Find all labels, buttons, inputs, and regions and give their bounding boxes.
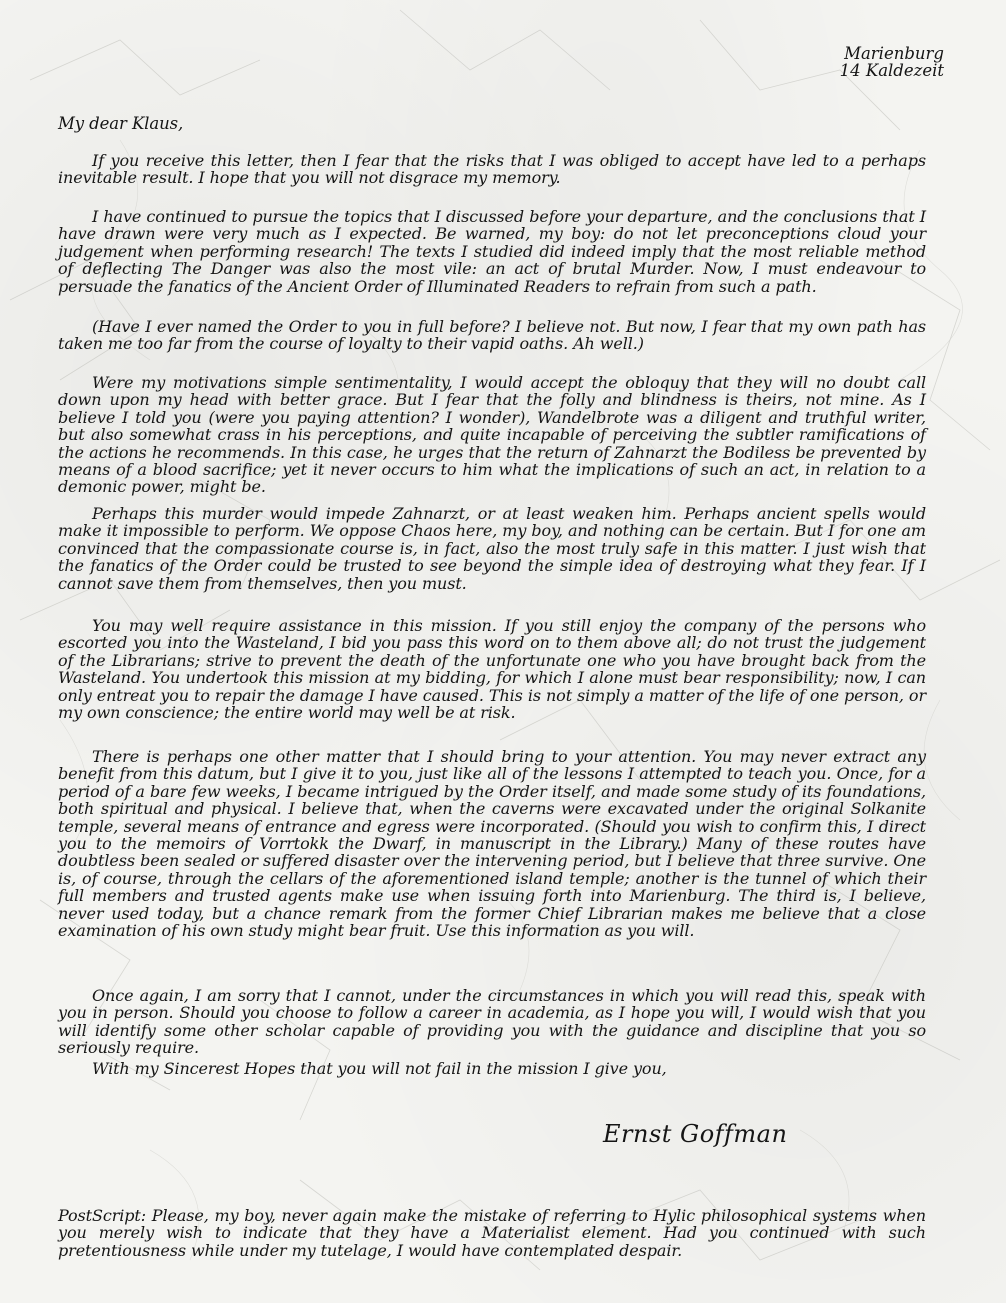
- paragraph-3: (Have I ever named the Order to you in full before? I believe not. But now, I fear that my own path has taken me too far from the course of loyalty to their vapid oaths. Ah well.): [58, 317, 926, 354]
- paragraph-5: Perhaps this murder would impede Zahnarzt, or at least weaken him. Perhaps ancient spells would make it impossible to perform. We oppose Chaos here, my boy, and nothing can be certain. But I for one am convinced that the compassionate course is, in fact, also the most truly safe in this matter. I just wish that the fanatics of the Order could be trusted to see beyond the simple idea of destroying what they fear. If I cannot save them from themselves, then you must.: [58, 504, 926, 593]
- paragraph-7: There is perhaps one other matter that I should bring to your attention. You may never extract any benefit from this datum, but I give it to you, just like all of the lessons I attempted to teach you. Once, for a period of a bare few weeks, I became intrigued by the Order itself, and made some study of its foundations, both spiritual and physical. I believe that, when the caverns were excavated under the original Solkanite temple, several means of entrance and egress were incorporated. (Should you wish to confirm this, I direct you to the memoirs of Vorrtokk the Dwarf, in manuscript in the Library.) Many of these routes have doubtless been sealed or suffered disaster over the intervening period, but I believe that three survive. One is, of course, through the cellars of the aforementioned island temple; another is the tunnel of which their full members and trusted agents make use when issuing forth into Marienburg. The third is, I believe, never used today, but a chance remark from the former Chief Librarian makes me believe that a close examination of his own study might bear fruit. Use this information as you will.: [58, 747, 926, 941]
- signature: Ernst Goffman: [603, 1120, 788, 1148]
- paragraph-1: If you receive this letter, then I fear that the risks that I was obliged to accept have led to a perhaps inevitable result. I hope that you will not disgrace my memory.: [58, 151, 926, 188]
- paragraph-8: Once again, I am sorry that I cannot, under the circumstances in which you will read this, speak with you in person. Should you choose to follow a career in academia, as I hope you will, I would wish that you will identify some other scholar capable of providing you with the guidance and discipline that you so seriously require.: [58, 986, 926, 1058]
- place: Marienburg: [844, 44, 944, 63]
- closing-line: With my Sincerest Hopes that you will not fail in the mission I give you,: [92, 1059, 667, 1078]
- date: 14 Kaldezeit: [839, 61, 944, 80]
- paragraph-4: Were my motivations simple sentimentality, I would accept the obloquy that they will no doubt call down upon my head with better grace. But I fear that the folly and blindness is theirs, not mine. As I believe I told you (were you paying attention? I wonder), Wandelbrote was a diligent and truthful writer, but also somewhat crass in his perceptions, and quite incapable of perceiving the subtler ramifications of the actions he recommends. In this case, he urges that the return of Zahnarzt the Bodiless be prevented by means of a blood sacrifice; yet it never occurs to him what the implications of such an act, in relation to a demonic power, might be.: [58, 373, 926, 497]
- paragraph-2: I have continued to pursue the topics that I discussed before your departure, and the conclusions that I have drawn were very much as I expected. Be warned, my boy: do not let preconceptions cloud your judgement when performing research! The texts I studied did indeed imply that the most reliable method of deflecting The Danger was also the most vile: an act of brutal Murder. Now, I must endeavour to persuade the fanatics of the Ancient Order of Illuminated Readers to refrain from such a path.: [58, 207, 926, 296]
- salutation: My dear Klaus,: [58, 114, 184, 133]
- paragraph-6: You may well require assistance in this mission. If you still enjoy the company of the persons who escorted you into the Wasteland, I bid you pass this word on to them above all; do not trust the judgement of the Librarians; strive to prevent the death of the unfortunate one who you have brought back from the Wasteland. You undertook this mission at my bidding, for which I alone must bear responsibility; now, I can only entreat you to repair the damage I have caused. This is not simply a matter of the life of one person, or my own conscience; the entire world may well be at risk.: [58, 616, 926, 723]
- postscript: PostScript: Please, my boy, never again make the mistake of referring to Hylic philosophical systems when you merely wish to indicate that they have a Materialist element. Had you continued with such pretentiousness while under my tutelage, I would have contemplated despair.: [58, 1206, 926, 1260]
- place-and-date: [840, 45, 944, 79]
